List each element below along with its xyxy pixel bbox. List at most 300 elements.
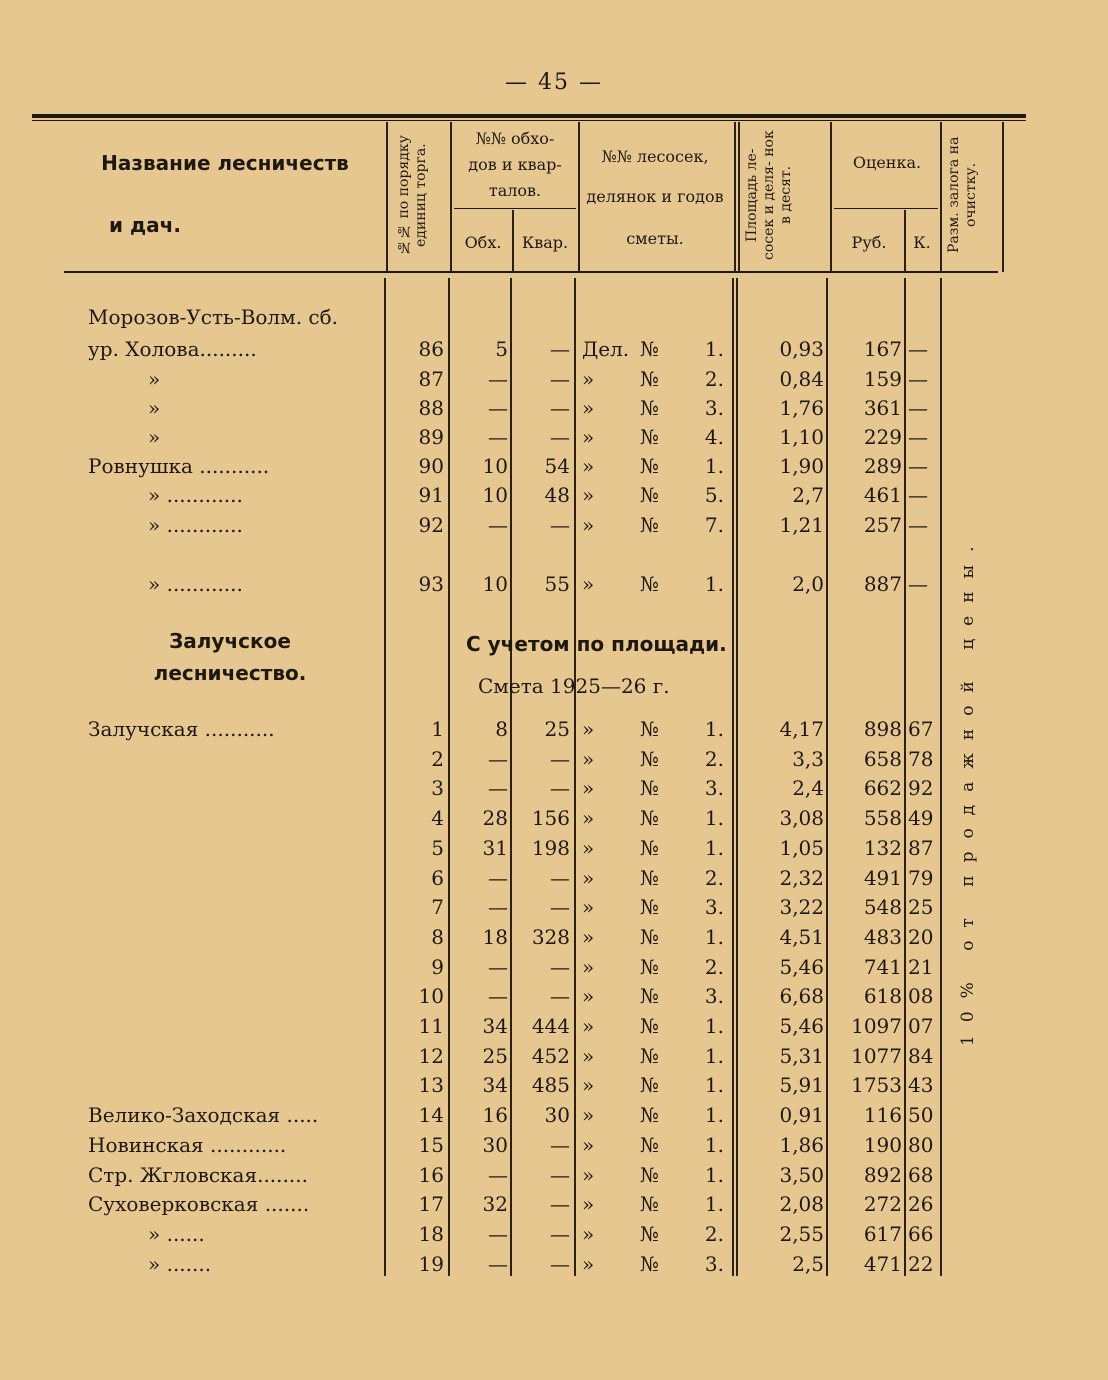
row-lot-type: » [582, 1073, 595, 1098]
row-kopecks: 07 [908, 1014, 934, 1038]
row-unit-number: 3 [431, 776, 444, 801]
top-rule-thin [32, 120, 1026, 121]
row-lot-type: » [582, 717, 595, 741]
row-lot-type: » [582, 1132, 595, 1157]
row-area: 4,17 [779, 717, 824, 741]
row-lot-type: » [582, 895, 595, 920]
row-lot-sign: № [640, 454, 659, 478]
row-lot-sign: № [640, 337, 659, 361]
row-kopecks: — [908, 367, 928, 391]
hdr-vline-3 [512, 210, 514, 272]
header-lesoseki-line2: делянок и годов [586, 187, 724, 206]
row-rubles: 892 [863, 1162, 902, 1187]
row-obhod: — [488, 425, 508, 449]
row-kopecks: 68 [908, 1162, 934, 1187]
row-lot-sign: № [640, 1192, 659, 1217]
row-obhod: 10 [482, 454, 508, 478]
row-lot-sign: № [640, 396, 659, 420]
row-rubles: 558 [863, 806, 902, 831]
row-kvartal: — [550, 425, 570, 449]
row-lot-type: » [582, 513, 595, 537]
row-area: 1,10 [779, 425, 824, 449]
row-lot-sign: № [640, 513, 659, 537]
row-name: » ............ [148, 513, 243, 537]
row-lot-sign: № [640, 572, 659, 596]
row-lot-type: » [582, 572, 595, 596]
row-lot-number: 1. [704, 924, 724, 949]
row-lot-sign: № [640, 1014, 659, 1038]
row-area: 0,84 [779, 367, 824, 391]
row-area: 6,68 [779, 984, 824, 1009]
row-area: 1,86 [779, 1132, 824, 1157]
hdr-vline-10 [1002, 122, 1004, 272]
hdr-vline-7 [830, 122, 832, 272]
row-kopecks: 78 [908, 746, 934, 771]
row-lot-sign: № [640, 367, 659, 391]
row-lot-number: 7. [704, 513, 724, 537]
header-name-line2: и дач. [109, 213, 181, 237]
row-lot-number: 1. [704, 1192, 724, 1217]
row-lot-type: » [582, 954, 595, 979]
row-area: 2,55 [779, 1221, 824, 1246]
header-area: Площадь ле- сосек и деля- нок в десят. [744, 130, 794, 260]
row-unit-number: 93 [418, 572, 444, 596]
header-order: №№ по порядку единиц торга. [396, 135, 429, 255]
row-obhod: 28 [482, 806, 508, 831]
row-obhod: — [488, 776, 508, 801]
hdr-vline-4 [578, 122, 580, 272]
row-name: Новинская ............ [88, 1132, 287, 1157]
row-obhod: — [488, 367, 508, 391]
row-obhod: 16 [482, 1103, 508, 1128]
row-lot-type: » [582, 1103, 595, 1128]
row-lot-number: 1. [704, 1043, 724, 1068]
row-rubles: 461 [863, 483, 902, 507]
row-lot-sign: № [640, 1043, 659, 1068]
row-area: 0,93 [779, 337, 824, 361]
row-lot-type: » [582, 396, 595, 420]
row-lot-type: » [582, 367, 595, 391]
row-name: » ...... [148, 1221, 205, 1246]
row-obhod: 31 [482, 835, 508, 860]
row-kopecks: 21 [908, 954, 934, 979]
row-rubles: 289 [863, 454, 902, 478]
row-area: 1,21 [779, 513, 824, 537]
row-unit-number: 12 [418, 1043, 444, 1068]
row-lot-type: » [582, 806, 595, 831]
row-lot-type: » [582, 1043, 595, 1068]
row-lot-number: 1. [704, 454, 724, 478]
row-lot-number: 2. [704, 865, 724, 890]
hdr-vline-5 [734, 122, 736, 272]
row-rubles: 471 [863, 1251, 902, 1276]
row-unit-number: 4 [431, 806, 444, 831]
row-kvartal: — [550, 1192, 570, 1217]
row-lot-number: 2. [704, 367, 724, 391]
row-kvartal: 48 [544, 483, 570, 507]
row-kvartal: 54 [544, 454, 570, 478]
row-lot-sign: № [640, 954, 659, 979]
row-kvartal: — [550, 513, 570, 537]
row-obhod: 5 [495, 337, 508, 361]
row-obhod: 18 [482, 924, 508, 949]
row-lot-sign: № [640, 483, 659, 507]
row-area: 3,22 [779, 895, 824, 920]
row-area: 5,46 [779, 1014, 824, 1038]
row-lot-sign: № [640, 806, 659, 831]
row-lot-number: 3. [704, 895, 724, 920]
row-lot-number: 4. [704, 425, 724, 449]
row-lot-number: 1. [704, 1014, 724, 1038]
row-lot-number: 1. [704, 806, 724, 831]
row-lot-type: » [582, 746, 595, 771]
header-lesoseki-line3: сметы. [626, 229, 684, 248]
header-zalog: Разм. залога на очистку. [946, 136, 979, 254]
row-unit-number: 90 [418, 454, 444, 478]
row-rubles: 662 [863, 776, 902, 801]
row-kvartal: 25 [544, 717, 570, 741]
row-obhod: — [488, 1221, 508, 1246]
row-rubles: 658 [863, 746, 902, 771]
header-kvar: Квар. [521, 233, 569, 252]
area-note: С учетом по площади. [466, 632, 727, 656]
row-unit-number: 86 [418, 337, 444, 361]
row-kopecks: — [908, 454, 928, 478]
row-rubles: 132 [863, 835, 902, 860]
row-kvartal: — [550, 1162, 570, 1187]
row-unit-number: 87 [418, 367, 444, 391]
row-kopecks: 66 [908, 1221, 934, 1246]
header-name-line1: Название лесничеств [101, 151, 349, 175]
row-rubles: 491 [863, 865, 902, 890]
row-obhod: 34 [482, 1073, 508, 1098]
row-unit-number: 11 [418, 1014, 444, 1038]
row-obhod: — [488, 865, 508, 890]
hdr-vline-6 [738, 122, 740, 272]
row-kvartal: — [550, 337, 570, 361]
row-kopecks: 26 [908, 1192, 934, 1217]
row-area: 1,05 [779, 835, 824, 860]
row-lot-sign: № [640, 1221, 659, 1246]
row-kvartal: 30 [544, 1103, 570, 1128]
row-rubles: 548 [863, 895, 902, 920]
row-obhod: — [488, 513, 508, 537]
row-lot-type: » [582, 1221, 595, 1246]
row-lot-sign: № [640, 717, 659, 741]
row-rubles: 617 [863, 1221, 902, 1246]
row-rubles: 159 [863, 367, 902, 391]
hdr-vline-9 [940, 122, 942, 272]
row-lot-number: 3. [704, 396, 724, 420]
row-unit-number: 91 [418, 483, 444, 507]
hdr-vline-2 [450, 122, 452, 272]
row-name: Залучская ........... [88, 717, 275, 741]
row-lot-number: 3. [704, 984, 724, 1009]
row-rubles: 1753 [851, 1073, 902, 1098]
row-kopecks: 08 [908, 984, 934, 1009]
row-kopecks: 49 [908, 806, 934, 831]
row-kvartal: — [550, 746, 570, 771]
row-area: 2,7 [792, 483, 824, 507]
row-kopecks: 84 [908, 1043, 934, 1068]
row-kvartal: 55 [544, 572, 570, 596]
body-vline-4 [574, 278, 576, 1276]
row-lot-sign: № [640, 924, 659, 949]
row-rubles: 229 [863, 425, 902, 449]
row-area: 2,0 [792, 572, 824, 596]
row-lot-sign: № [640, 425, 659, 449]
row-kopecks: — [908, 513, 928, 537]
row-lot-type: » [582, 425, 595, 449]
row-rubles: 741 [863, 954, 902, 979]
row-lot-sign: № [640, 1073, 659, 1098]
row-lot-type: » [582, 1014, 595, 1038]
row-unit-number: 88 [418, 396, 444, 420]
row-lot-type: » [582, 924, 595, 949]
row-obhod: 10 [482, 572, 508, 596]
row-lot-number: 2. [704, 746, 724, 771]
row-obhod: — [488, 895, 508, 920]
body-vline-6 [736, 278, 738, 1276]
header-ocenka: Оценка. [852, 153, 922, 172]
row-lot-number: 2. [704, 954, 724, 979]
row-obhod: — [488, 1162, 508, 1187]
row-lot-type: Дел. [582, 337, 630, 361]
estimate-note: Смета 1925—26 г. [478, 674, 670, 698]
header-rub: Руб. [851, 233, 887, 252]
row-obhod: — [488, 396, 508, 420]
row-name: Ровнушка ........... [88, 454, 270, 478]
row-kopecks: 22 [908, 1251, 934, 1276]
row-kopecks: 43 [908, 1073, 934, 1098]
row-area: 3,08 [779, 806, 824, 831]
row-lot-number: 1. [704, 1162, 724, 1187]
row-rubles: 898 [863, 717, 902, 741]
row-lot-number: 3. [704, 776, 724, 801]
row-lot-sign: № [640, 1132, 659, 1157]
row-unit-number: 92 [418, 513, 444, 537]
row-name: » ............ [148, 572, 243, 596]
header-bottom-rule [64, 271, 998, 273]
deposit-note: 10% от продажной цены. [958, 533, 978, 1047]
row-lot-type: » [582, 1162, 595, 1187]
row-lot-type: » [582, 454, 595, 478]
row-obhod: 30 [482, 1132, 508, 1157]
row-unit-number: 2 [431, 746, 444, 771]
header-lesoseki-line1: №№ лесосек, [601, 147, 709, 166]
row-obhod: — [488, 954, 508, 979]
row-obhod: 32 [482, 1192, 508, 1217]
row-unit-number: 19 [418, 1251, 444, 1276]
section-title-line1: Залучское [169, 629, 291, 653]
row-name: Морозов-Усть-Волм. сб. [88, 305, 339, 329]
row-name: Суховерковская ....... [88, 1192, 310, 1217]
row-name: » ............ [148, 483, 243, 507]
row-lot-type: » [582, 865, 595, 890]
row-kopecks: 25 [908, 895, 934, 920]
row-kvartal: 328 [531, 924, 570, 949]
row-kvartal: — [550, 776, 570, 801]
row-kopecks: 67 [908, 717, 934, 741]
row-rubles: 618 [863, 984, 902, 1009]
row-kopecks: — [908, 337, 928, 361]
section-title-line2: лесничество. [153, 661, 307, 685]
row-area: 2,08 [779, 1192, 824, 1217]
header-obhod-divider [454, 208, 576, 209]
row-lot-number: 1. [704, 1103, 724, 1128]
row-lot-number: 1. [704, 835, 724, 860]
row-obhod: — [488, 984, 508, 1009]
row-lot-type: » [582, 1192, 595, 1217]
row-kopecks: 20 [908, 924, 934, 949]
header-obhod-line1: №№ обхо- [475, 129, 555, 148]
row-area: 2,32 [779, 865, 824, 890]
row-obhod: — [488, 746, 508, 771]
row-kvartal: — [550, 396, 570, 420]
row-area: 1,76 [779, 396, 824, 420]
row-area: 4,51 [779, 924, 824, 949]
row-unit-number: 6 [431, 865, 444, 890]
header-ocenka-divider [834, 208, 938, 209]
body-vline-2 [448, 278, 450, 1276]
row-lot-sign: № [640, 1103, 659, 1128]
row-kopecks: 80 [908, 1132, 934, 1157]
row-kopecks: — [908, 425, 928, 449]
row-area: 3,3 [792, 746, 824, 771]
row-lot-type: » [582, 483, 595, 507]
row-kvartal: — [550, 1221, 570, 1246]
row-lot-sign: № [640, 746, 659, 771]
row-area: 5,46 [779, 954, 824, 979]
row-kopecks: 50 [908, 1103, 934, 1128]
row-lot-number: 1. [704, 1073, 724, 1098]
row-rubles: 272 [863, 1192, 902, 1217]
row-rubles: 887 [863, 572, 902, 596]
top-rule [32, 114, 1026, 118]
row-lot-sign: № [640, 1251, 659, 1276]
row-unit-number: 14 [418, 1103, 444, 1128]
row-lot-sign: № [640, 835, 659, 860]
row-kvartal: 156 [531, 806, 570, 831]
row-unit-number: 1 [431, 717, 444, 741]
row-lot-number: 5. [704, 483, 724, 507]
header-obhod-line2: дов и квар- [468, 155, 562, 174]
row-lot-sign: № [640, 1162, 659, 1187]
row-area: 2,5 [792, 1251, 824, 1276]
row-unit-number: 5 [431, 835, 444, 860]
row-name: » [148, 396, 161, 420]
row-kvartal: — [550, 1251, 570, 1276]
row-area: 3,50 [779, 1162, 824, 1187]
row-unit-number: 10 [418, 984, 444, 1009]
row-area: 2,4 [792, 776, 824, 801]
row-kvartal: 485 [531, 1073, 570, 1098]
row-rubles: 190 [863, 1132, 902, 1157]
row-lot-number: 3. [704, 1251, 724, 1276]
row-lot-number: 1. [704, 572, 724, 596]
header-obhod-line3: талов. [488, 181, 542, 200]
row-kvartal: 198 [531, 835, 570, 860]
row-unit-number: 18 [418, 1221, 444, 1246]
header-kop: К. [913, 233, 931, 252]
row-rubles: 167 [863, 337, 902, 361]
row-unit-number: 17 [418, 1192, 444, 1217]
row-lot-type: » [582, 1251, 595, 1276]
row-unit-number: 16 [418, 1162, 444, 1187]
row-unit-number: 89 [418, 425, 444, 449]
row-rubles: 483 [863, 924, 902, 949]
row-rubles: 1097 [851, 1014, 902, 1038]
page-number: — 45 — [505, 70, 603, 95]
row-kvartal: — [550, 895, 570, 920]
row-lot-number: 2. [704, 1221, 724, 1246]
body-vline-7 [826, 278, 828, 1276]
row-name: » [148, 425, 161, 449]
row-lot-sign: № [640, 776, 659, 801]
row-lot-number: 1. [704, 337, 724, 361]
hdr-vline-1 [386, 122, 388, 272]
row-kvartal: — [550, 1132, 570, 1157]
row-area: 0,91 [779, 1103, 824, 1128]
row-unit-number: 9 [431, 954, 444, 979]
row-rubles: 116 [863, 1103, 902, 1128]
row-lot-sign: № [640, 865, 659, 890]
row-lot-number: 1. [704, 717, 724, 741]
row-area: 5,91 [779, 1073, 824, 1098]
row-unit-number: 8 [431, 924, 444, 949]
row-kopecks: 87 [908, 835, 934, 860]
row-lot-type: » [582, 776, 595, 801]
row-name: » [148, 367, 161, 391]
row-kopecks: 92 [908, 776, 934, 801]
row-unit-number: 15 [418, 1132, 444, 1157]
row-kopecks: 79 [908, 865, 934, 890]
row-name: ур. Холова......... [88, 337, 257, 361]
row-obhod: 25 [482, 1043, 508, 1068]
row-rubles: 1077 [851, 1043, 902, 1068]
body-vline-5 [732, 278, 734, 1276]
row-kvartal: 444 [531, 1014, 570, 1038]
row-kvartal: — [550, 954, 570, 979]
row-lot-sign: № [640, 984, 659, 1009]
header-obh: Обх. [464, 233, 502, 252]
row-name: Стр. Жгловская........ [88, 1162, 308, 1187]
row-obhod: — [488, 1251, 508, 1276]
row-unit-number: 7 [431, 895, 444, 920]
body-vline-1 [384, 278, 386, 1276]
row-obhod: 10 [482, 483, 508, 507]
row-area: 5,31 [779, 1043, 824, 1068]
row-kopecks: — [908, 396, 928, 420]
row-unit-number: 13 [418, 1073, 444, 1098]
row-lot-type: » [582, 835, 595, 860]
row-kvartal: — [550, 367, 570, 391]
row-rubles: 257 [863, 513, 902, 537]
row-kopecks: — [908, 572, 928, 596]
body-vline-3 [510, 278, 512, 1276]
row-name: Велико-Заходская ..... [88, 1103, 319, 1128]
body-vline-9 [940, 278, 942, 1276]
row-lot-type: » [582, 984, 595, 1009]
row-rubles: 361 [863, 396, 902, 420]
row-area: 1,90 [779, 454, 824, 478]
row-lot-number: 1. [704, 1132, 724, 1157]
row-kopecks: — [908, 483, 928, 507]
row-kvartal: — [550, 865, 570, 890]
hdr-vline-8 [904, 210, 906, 272]
row-name: » ....... [148, 1251, 212, 1276]
row-obhod: 8 [495, 717, 508, 741]
